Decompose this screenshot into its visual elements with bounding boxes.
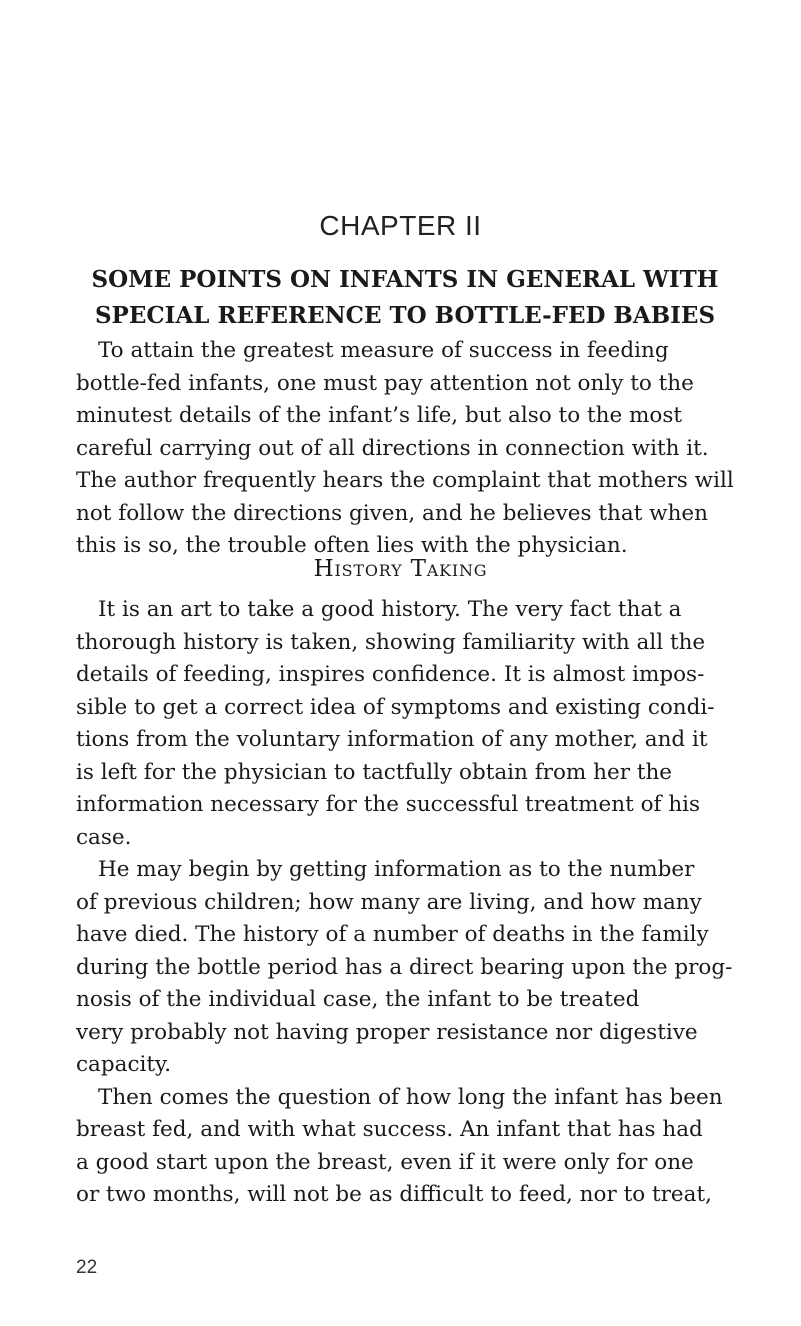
text-line: information necessary for the successful treatment of his [76, 792, 701, 817]
text-line: bottle-fed infants, one must pay attention not only to the [76, 370, 694, 396]
text-line: have died. The history of a number of deaths in the family [76, 922, 709, 947]
section-body [76, 594, 776, 1212]
text-line: very probably not having proper resistance nor digestive [76, 1019, 698, 1045]
text-line: not follow the directions given, and he believes that when [76, 500, 708, 526]
chapter-title-line: SPECIAL REFERENCE TO BOTTLE-FED BABIES [94, 302, 716, 329]
text-line: case. [76, 824, 132, 850]
text-line: details of feeding, inspires confidence. It is almost impos- [76, 662, 705, 687]
text-line: this is so, the trouble often lies with the physician. [76, 533, 628, 558]
text-line: thorough history is taken, showing familiarity with all the [76, 629, 706, 655]
paragraph [76, 594, 776, 854]
paragraph [76, 1082, 776, 1212]
intro-paragraph [76, 335, 776, 563]
chapter-title-line: SOME POINTS ON INFANTS IN GENERAL WITH [91, 266, 719, 293]
text-line: of previous children; how many are living, and how many [76, 889, 702, 915]
text-line: Then comes the question of how long the infant has been [98, 1084, 723, 1110]
text-line: He may begin by getting information as to the number [98, 857, 695, 882]
text-line: capacity. [76, 1052, 172, 1077]
text-line: minutest details of the infant’s life, but also to the most [76, 403, 683, 428]
text-line: a good start upon the breast, even if it were only for one [76, 1149, 694, 1175]
text-line: tions from the voluntary information of any mother, and it [76, 727, 708, 752]
text-line: is left for the physician to tactfully obtain from her the [76, 759, 673, 785]
paragraph [76, 854, 776, 1082]
text-line: nosis of the individual case, the infant to be treated [76, 987, 640, 1012]
chapter-label: CHAPTER II [319, 210, 482, 241]
text-line: careful carrying out of all directions in connection with it. [76, 435, 709, 461]
text-line: breast fed, and with what success. An infant that has had [76, 1117, 703, 1142]
text-line: The author frequently hears the complaint that mothers will [76, 468, 734, 493]
section-heading: History Taking [313, 556, 488, 582]
page-number: 22 [76, 1257, 98, 1278]
chapter-title [60, 262, 750, 334]
text-line: or two months, will not be as difficult to feed, nor to treat, [76, 1182, 712, 1207]
text-line: during the bottle period has a direct bearing upon the prog- [76, 954, 733, 980]
text-line: sible to get a correct idea of symptoms and existing condi- [76, 694, 715, 720]
text-line: It is an art to take a good history. The very fact that a [98, 597, 682, 622]
text-line: To attain the greatest measure of success in feeding [98, 338, 669, 363]
